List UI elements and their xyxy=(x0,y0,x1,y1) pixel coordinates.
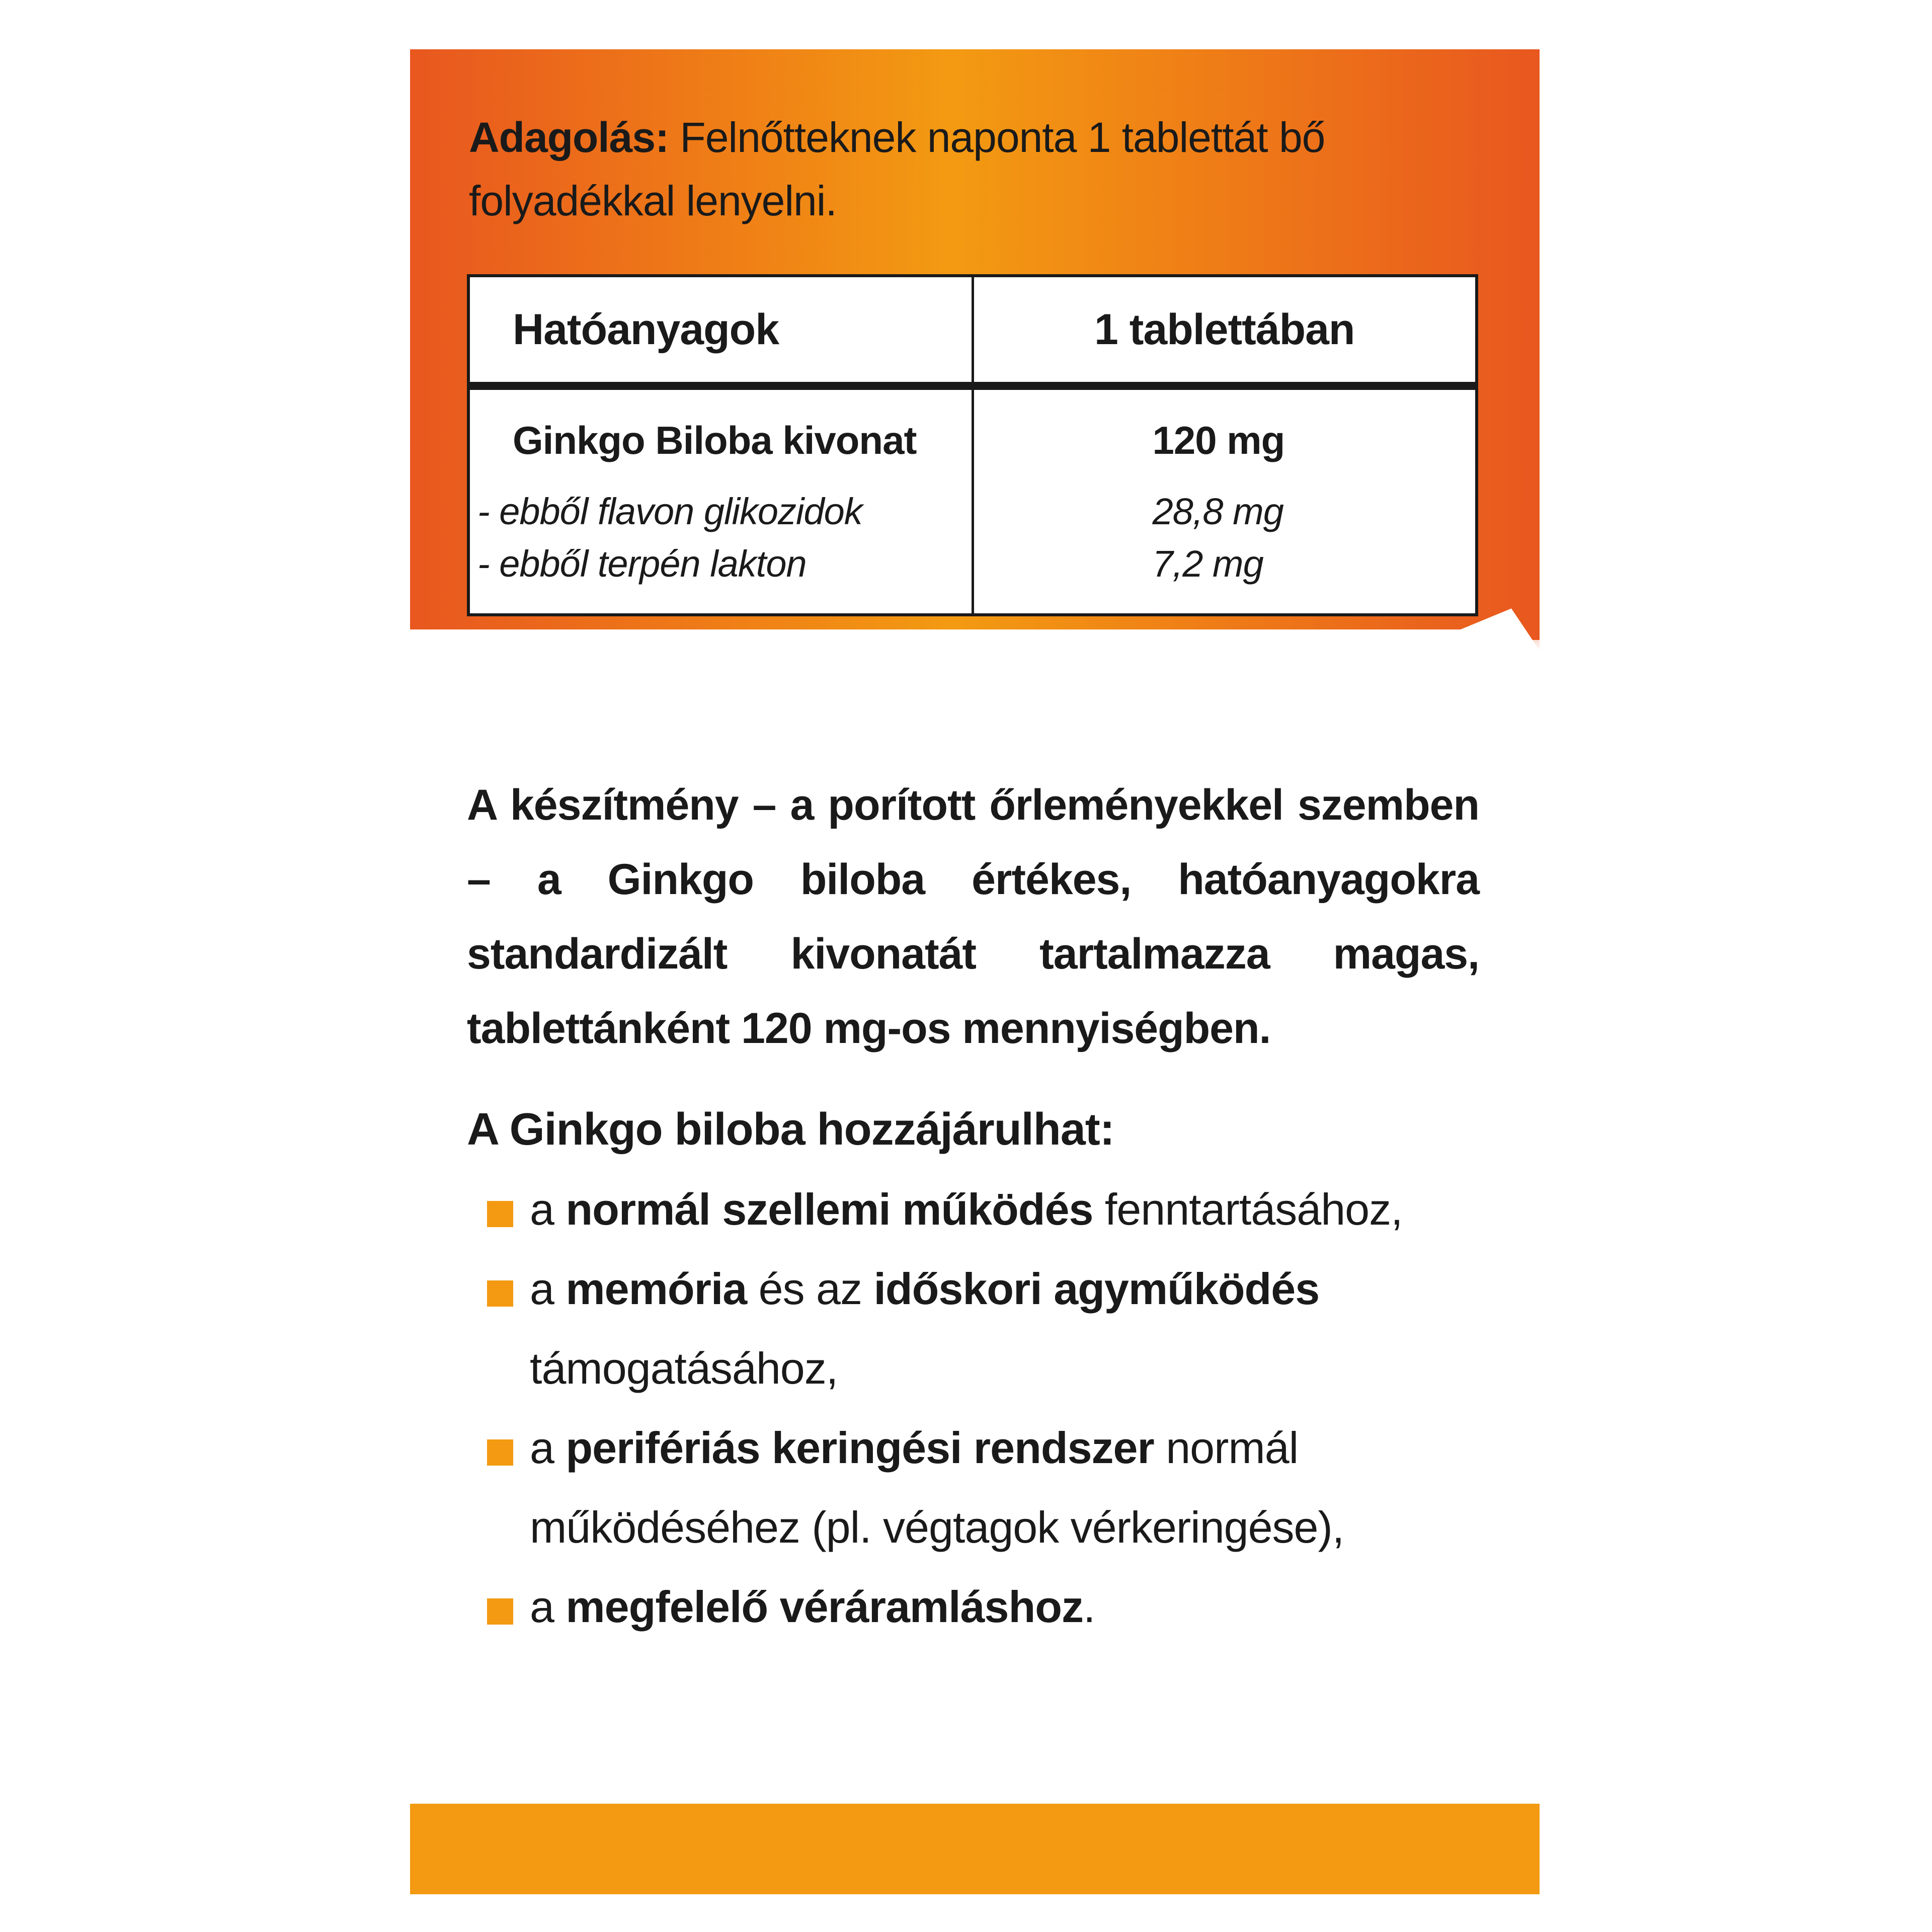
table-header-row xyxy=(468,276,1477,386)
orange-square-bullet-icon xyxy=(487,1201,513,1227)
header-per-tablet: 1 tablettában xyxy=(973,276,1477,386)
sub-ingredient-name: - ebből flavon glikozidok xyxy=(477,491,862,532)
main-ingredient-name: Ginkgo Biloba kivonat xyxy=(513,418,917,462)
benefit-highlight: perifériás keringési rendszer xyxy=(566,1423,1154,1473)
benefit-text: a xyxy=(530,1582,566,1632)
ingredient-amounts-cell xyxy=(973,386,1477,615)
dosage-label: Adagolás: xyxy=(469,114,669,161)
benefit-text: támogatásához, xyxy=(530,1343,838,1393)
benefit-item xyxy=(467,1170,1498,1249)
benefits-heading: A Ginkgo biloba hozzájárulhat: xyxy=(467,1104,1114,1155)
table-row xyxy=(468,386,1477,615)
sub-ingredient-name: - ebből terpén lakton xyxy=(477,543,807,585)
header-ingredients: Hatóanyagok xyxy=(468,276,973,386)
orange-square-bullet-icon xyxy=(487,1280,513,1307)
benefit-text: a xyxy=(530,1184,566,1234)
footer-orange-bar xyxy=(410,1804,1540,1894)
benefit-highlight: memória xyxy=(566,1264,747,1314)
benefit-text: és az xyxy=(747,1264,874,1314)
sub-ingredient-amount: 7,2 mg xyxy=(1152,543,1263,585)
main-ingredient-amount: 120 mg xyxy=(1152,418,1285,462)
benefits-list xyxy=(467,1170,1498,1647)
benefit-item xyxy=(467,1408,1498,1567)
benefit-highlight: időskori agyműködés xyxy=(873,1264,1320,1314)
ingredient-names-cell xyxy=(468,386,973,615)
benefit-text: normál működéséhez (pl. végtagok vérkeringése), xyxy=(530,1423,1344,1552)
benefit-item xyxy=(467,1567,1498,1647)
benefit-item xyxy=(467,1249,1498,1408)
benefit-highlight: megfelelő véráramláshoz xyxy=(566,1582,1083,1632)
benefit-text: . xyxy=(1083,1582,1095,1632)
benefit-text: fenntartásához, xyxy=(1093,1184,1403,1234)
benefit-text: a xyxy=(530,1264,566,1314)
orange-square-bullet-icon xyxy=(487,1439,513,1466)
benefit-highlight: normál szellemi működés xyxy=(566,1184,1093,1234)
orange-square-bullet-icon xyxy=(487,1598,513,1625)
dosage-instructions xyxy=(469,106,1495,232)
product-description: A készítmény – a porított őrleményekkel szemben – a Ginkgo biloba értékes, hatóanyagokra standardizált kivonatát tartalmazza magas, tablettánként 120 mg-os mennyiségben. xyxy=(467,781,1479,1053)
active-ingredients-table xyxy=(467,274,1478,616)
benefit-text: a xyxy=(530,1423,566,1473)
sub-ingredient-amount: 28,8 mg xyxy=(1152,491,1283,532)
dosage-text: Felnőtteknek naponta 1 tablettát bő folyadékkal lenyelni. xyxy=(469,114,1325,224)
